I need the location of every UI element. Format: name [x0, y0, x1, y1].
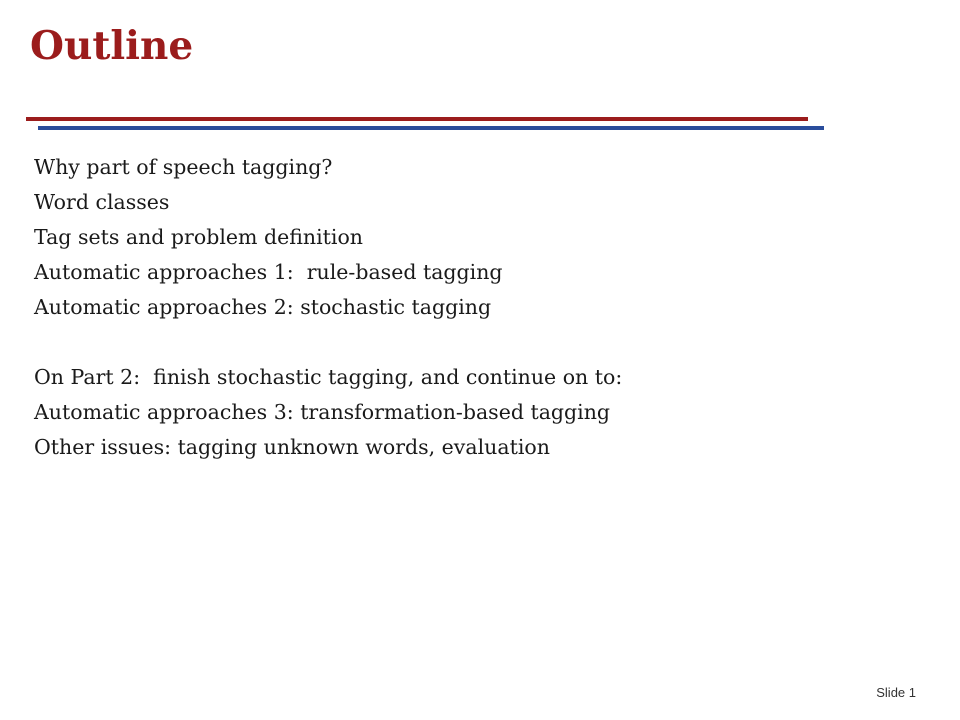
outline-item: Why part of speech tagging?	[34, 155, 333, 179]
outline-item: Word classes	[34, 190, 170, 214]
slide-title: Outline	[30, 23, 194, 69]
outline-item: Automatic approaches 1: rule-based tagging	[34, 260, 503, 284]
outline-item: Automatic approaches 3: transformation-based tagging	[34, 400, 611, 424]
title-underline-red	[26, 117, 808, 121]
outline-item: On Part 2: finish stochastic tagging, and continue on to:	[34, 365, 623, 389]
outline-item: Tag sets and problem definition	[34, 225, 363, 249]
section-spacer	[34, 325, 934, 360]
title-underline-blue	[38, 126, 824, 130]
outline-item: Other issues: tagging unknown words, evaluation	[34, 435, 550, 459]
outline-item: Automatic approaches 2: stochastic tagging	[34, 295, 492, 319]
outline-list	[34, 150, 934, 465]
slide-number: Slide 1	[876, 685, 916, 700]
